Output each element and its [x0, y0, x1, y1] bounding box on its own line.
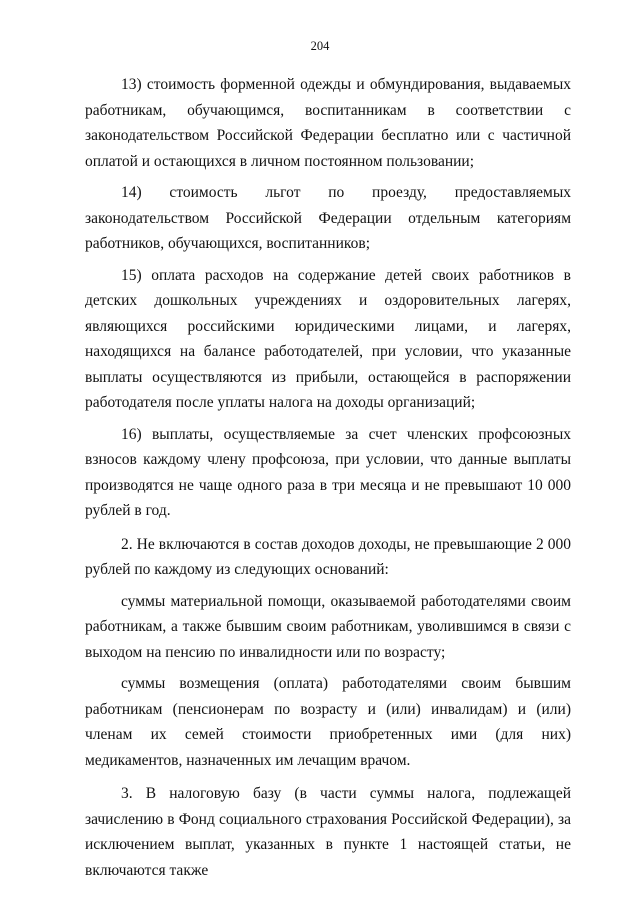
paragraph-clause-3: 3. В налоговую базу (в части суммы налога, подлежащей зачислению в Фонд социального страхования Российской Федерации), за исключением выплат, указанных в пункте 1 настоящей статьи, не включаются также [85, 785, 571, 879]
document-body [85, 72, 571, 883]
paragraph-item-15: 15) оплата расходов на содержание детей своих работников в детских дошкольных учреждениях и оздоровительных лагерях, являющихся российскими юридическими лицами, и лагерях, находящихся на балансе работодателей, при условии, что указанные выплаты осуществляются из прибыли, остающейся в распоряжении работодателя после уплаты налога на доходы организаций; [85, 266, 571, 411]
paragraph-item-14: 14) стоимость льгот по проезду, предоставляемых законодательством Российской Федерации отдельным категориям работников, обучающихся, воспитанников; [85, 184, 571, 252]
paragraph-medication-reimbursement: суммы возмещения (оплата) работодателями своим бывшим работникам (пенсионерам по возрасту и (или) инвалидам) и (или) членам их семей стоимости приобретенных ими (для них) медикаментов, назначенных им лечащим врачом. [85, 675, 571, 769]
paragraph-item-16: 16) выплаты, осуществляемые за счет членских профсоюзных взносов каждому члену профсоюза, при условии, что данные выплаты производятся не чаще одного раза в три месяца и не превышают 10 000 рублей в год. [85, 425, 571, 519]
paragraph-item-13: 13) стоимость форменной одежды и обмундирования, выдаваемых работникам, обучающимся, воспитанникам в соответствии с законодательством Российской Федерации бесплатно или с частичной оплатой и остающихся в личном постоянном пользовании; [85, 76, 571, 170]
paragraph-material-aid: суммы материальной помощи, оказываемой работодателями своим работникам, а также бывшим своим работникам, уволившимся в связи с выходом на пенсию по инвалидности или по возрасту; [85, 592, 571, 661]
page-number: 204 [310, 39, 330, 53]
paragraph-clause-2: 2. Не включаются в состав доходов доходы, не превышающие 2 000 рублей по каждому из следующих оснований: [85, 535, 571, 578]
